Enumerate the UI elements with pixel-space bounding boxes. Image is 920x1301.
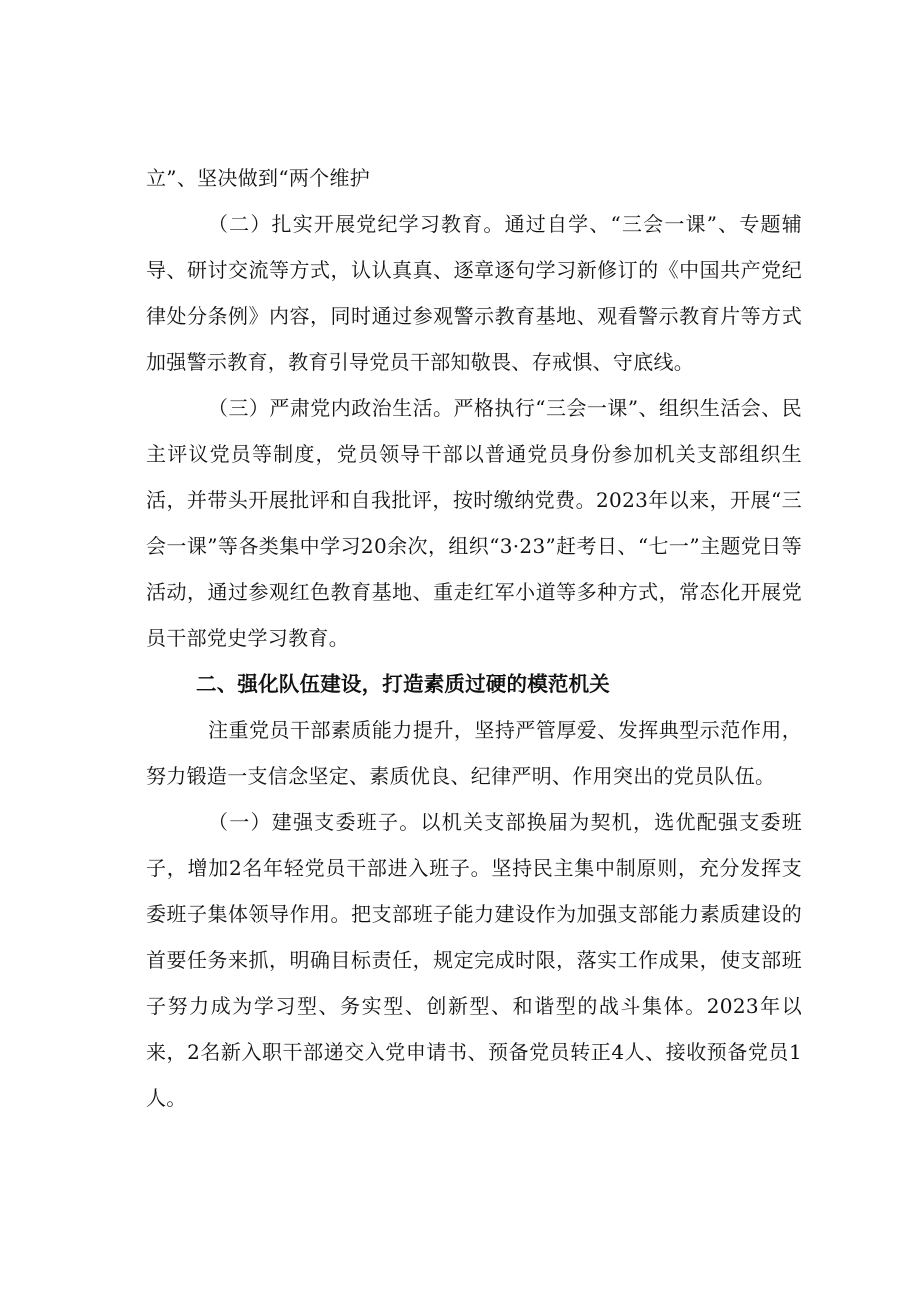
paragraph-party-discipline-education: （二）扎实开展党纪学习教育。通过自学、“三会一课”、专题辅导、研讨交流等方式，认认真真、逐章逐句学习新修订的《中国共产党纪律处分条例》内容，同时通过参观警示教育基地、观看警示教育片等方式加强警示教育，教育引导党员干部知敬畏、存戒惧、守底线。: [146, 212, 802, 374]
paragraph-political-life: （三）严肃党内政治生活。严格执行“三会一课”、组织生活会、民主评议党员等制度，党员领导干部以普通党员身份参加机关支部组织生活，并带头开展批评和自我批评，按时缴纳党费。2023年以来，开展“三会一课”等各类集中学习20余次，组织“3·23”赶考日、“七一”主题党日等活动，通过参观红色教育基地、重走红军小道等多种方式，常态化开展党员干部党史学习教育。: [146, 396, 802, 650]
section-heading-team-building: 二、强化队伍建设，打造素质过硬的模范机关: [196, 672, 610, 696]
paragraph-continuation: 立”、坚决做到“两个维护: [146, 166, 371, 190]
document-body: [146, 155, 802, 1121]
paragraph-team-building-intro: 注重党员干部素质能力提升，坚持严管厚爱、发挥典型示范作用，努力锻造一支信念坚定、素质优良、纪律严明、作用突出的党员队伍。: [146, 718, 802, 788]
paragraph-branch-committee: （一）建强支委班子。以机关支部换届为契机，选优配强支委班子，增加2名年轻党员干部进入班子。坚持民主集中制原则，充分发挥支委班子集体领导作用。把支部班子能力建设作为加强支部能力素质建设的首要任务来抓，明确目标责任，规定完成时限，落实工作成果，使支部班子努力成为学习型、务实型、创新型、和谐型的战斗集体。2023年以来，2名新入职干部递交入党申请书、预备党员转正4人、接收预备党员1人。: [146, 810, 802, 1110]
